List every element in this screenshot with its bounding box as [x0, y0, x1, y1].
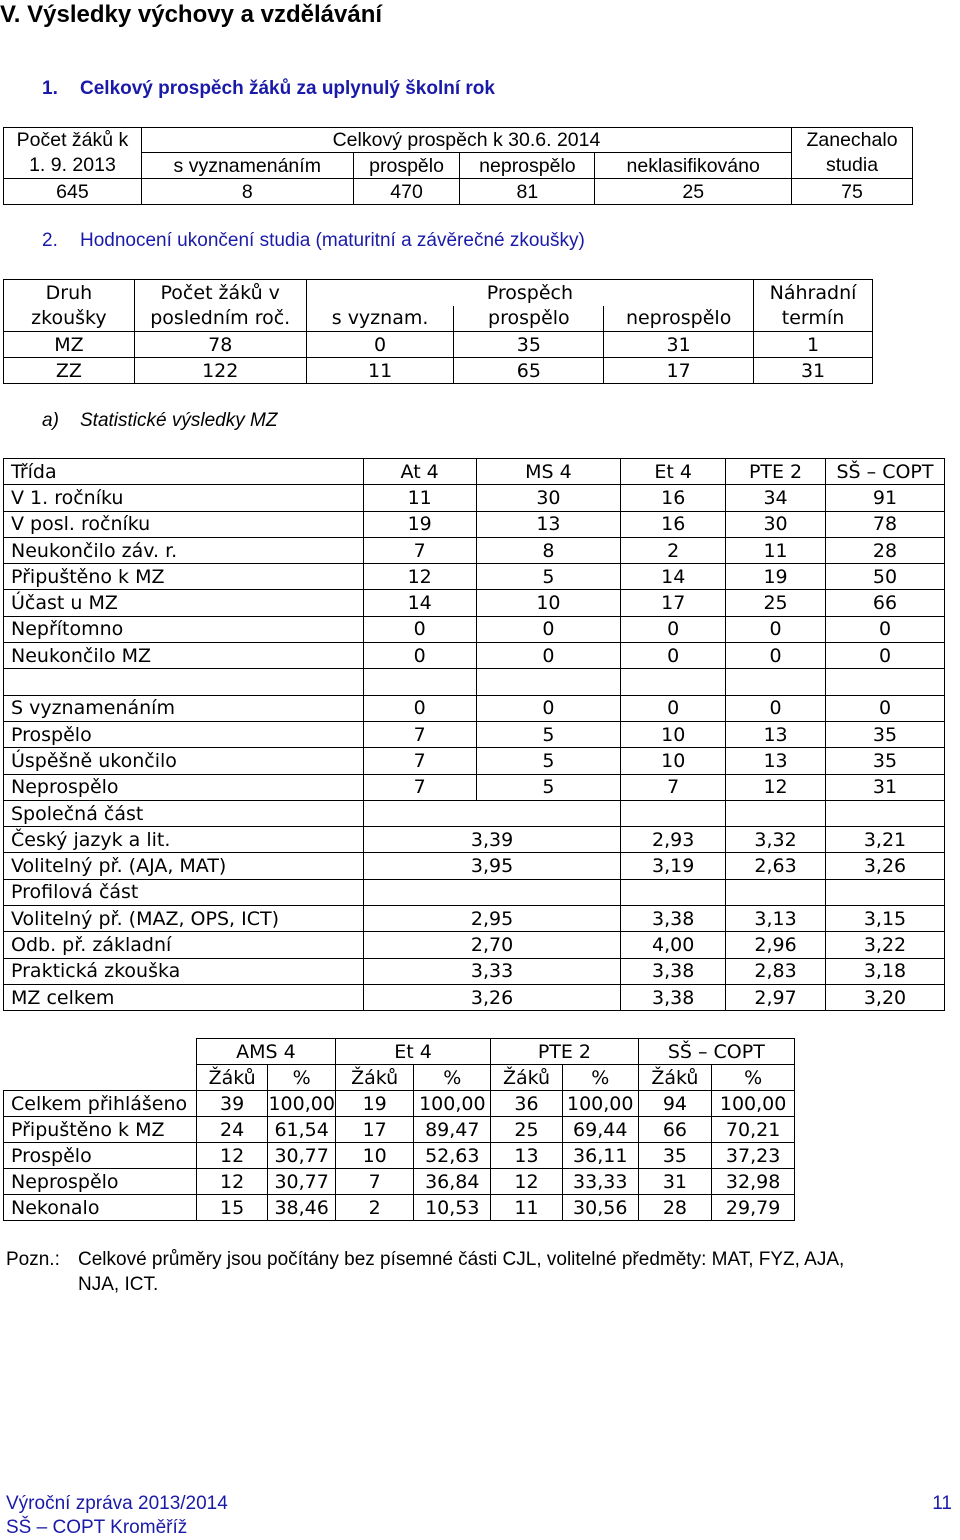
table-cell: 3,26: [363, 984, 621, 1010]
table-cell: 7: [363, 721, 476, 747]
header-col: prospělo: [454, 306, 604, 332]
table-row: [4, 958, 945, 984]
table-cell: 2,96: [726, 932, 826, 958]
table-cell: 3,38: [621, 906, 726, 932]
table-cell: 0: [306, 332, 454, 358]
table-cell: 100,00: [268, 1092, 335, 1115]
table-cell: 35: [826, 721, 945, 747]
table-cell: 69,44: [562, 1117, 638, 1143]
subheader-count: Žáků: [196, 1065, 268, 1091]
table-cell: 31: [826, 774, 945, 800]
table-cell: 0: [621, 643, 726, 669]
table-cell: 10: [335, 1143, 413, 1169]
common-part-label: Společná část: [4, 800, 364, 826]
table-cell: 0: [726, 643, 826, 669]
empty-cell: [826, 669, 945, 695]
header-cell: Et 4: [621, 459, 726, 485]
table-cell: 10,53: [414, 1195, 491, 1221]
table-cell: Celkem přihlášeno: [4, 1091, 197, 1117]
empty-cell: [826, 879, 945, 905]
table-cell: 70,21: [712, 1117, 795, 1143]
empty-cell: [726, 669, 826, 695]
table-cell: Český jazyk a lit.: [4, 827, 364, 853]
subheader-count: Žáků: [335, 1065, 413, 1091]
table-cell: 35: [826, 748, 945, 774]
table-row: [4, 643, 945, 669]
note-text-line-1: Celkové průměry jsou počítány bez písemné části CJL, volitelné předměty: MAT, FYZ, AJA,: [78, 1249, 845, 1270]
header-cell: Třída: [4, 459, 364, 485]
table-cell: 11: [491, 1195, 563, 1221]
table-cell: Neprospělo: [4, 774, 364, 800]
table-cell: 30,77: [268, 1143, 335, 1169]
empty-cell: [363, 800, 621, 826]
table-cell: 65: [454, 358, 604, 384]
table-cell: 81: [460, 179, 595, 205]
table-cell: 7: [363, 537, 476, 563]
header-col: s vyznamenáním: [141, 153, 353, 179]
table-cell: 89,47: [414, 1117, 491, 1143]
header-group: SŠ – COPT: [638, 1039, 794, 1065]
table-cell: 17: [335, 1117, 413, 1143]
table-cell: 8: [476, 537, 621, 563]
table-cell: 29,79: [712, 1195, 795, 1221]
header-col: neprospělo: [460, 153, 595, 179]
table-cell: Neukončilo záv. r.: [4, 537, 364, 563]
table-cell: Účast u MZ: [4, 590, 364, 616]
table-row: [4, 358, 873, 384]
page-heading: V. Výsledky výchovy a vzdělávání: [0, 1, 383, 28]
table-cell: 25: [491, 1117, 563, 1143]
table-cell: 30,56: [562, 1195, 638, 1221]
table-cell: 0: [363, 695, 476, 721]
table-cell: 35: [454, 332, 604, 358]
table-row: [4, 695, 945, 721]
subsection-a-title: Statistické výsledky MZ: [80, 410, 278, 431]
table-cell: 12: [491, 1169, 563, 1195]
table-cell: 16: [621, 485, 726, 511]
table-cell: 3,21: [826, 827, 945, 853]
table-cell: Volitelný př. (MAZ, OPS, ICT): [4, 906, 364, 932]
table-cell: 0: [621, 616, 726, 642]
table-cell: 25: [595, 179, 792, 205]
table-cell: 12: [363, 564, 476, 590]
table-cell: 10: [621, 748, 726, 774]
header-results: Prospěch: [306, 280, 753, 306]
table-cell: Praktická zkouška: [4, 958, 364, 984]
table-cell: 0: [826, 643, 945, 669]
table-cell: 2: [335, 1195, 413, 1221]
table-cell: 16: [621, 511, 726, 537]
table-cell: Neukončilo MZ: [4, 643, 364, 669]
table-row: [4, 984, 945, 1010]
table-cell: 3,33: [363, 958, 621, 984]
header-student-count-1: Počet žáků k: [4, 128, 142, 153]
table-cell: 66: [638, 1117, 712, 1143]
table-cell: Neprospělo: [4, 1169, 197, 1195]
header-student-count-2: posledním roč.: [134, 306, 306, 332]
table-cell: Odb. př. základní: [4, 932, 364, 958]
table-row: [4, 590, 945, 616]
table-cell: 2,97: [726, 984, 826, 1010]
table-cell: 4,00: [621, 932, 726, 958]
table-cell: 2: [621, 537, 726, 563]
table-cell: 5: [476, 721, 621, 747]
table-cell: 470: [353, 179, 460, 205]
table-cell: 13: [726, 748, 826, 774]
table-cell: Nepřítomno: [4, 616, 364, 642]
table-cell: 31: [638, 1169, 712, 1195]
table-cell: 12: [196, 1143, 268, 1169]
header-group: PTE 2: [491, 1039, 638, 1065]
empty-cell: [363, 879, 621, 905]
table-cell: 2,95: [363, 906, 621, 932]
table-cell: 100,00: [562, 1091, 638, 1117]
table-row: [4, 1143, 795, 1169]
table-cell: 0: [476, 616, 621, 642]
header-group: Et 4: [335, 1039, 490, 1065]
header-cell: SŠ – COPT: [826, 459, 945, 485]
table-row: [4, 1195, 795, 1221]
table-cell: 37,23: [712, 1143, 795, 1169]
header-retake-2: termín: [754, 306, 873, 332]
table-cell: 3,32: [726, 827, 826, 853]
table-cell: 3,20: [826, 984, 945, 1010]
table-cell: 0: [826, 616, 945, 642]
table-cell: 61,54: [268, 1117, 335, 1143]
table-cell: 50: [826, 564, 945, 590]
table-cell: 2,70: [363, 932, 621, 958]
table-cell: 33,33: [562, 1169, 638, 1195]
table-cell: 122: [134, 358, 306, 384]
table-row: [4, 748, 945, 774]
table-cell: MZ: [4, 332, 135, 358]
table-cell: 17: [604, 358, 754, 384]
empty-cell: [726, 879, 826, 905]
table-cell: 0: [476, 643, 621, 669]
table-cell: 78: [134, 332, 306, 358]
table-cell: 2,93: [621, 827, 726, 853]
table-subheader-row: [4, 1065, 795, 1091]
table-cell: ZZ: [4, 358, 135, 384]
empty-cell: [4, 1039, 197, 1065]
table-cell: 36,84: [414, 1169, 491, 1195]
table-cell: 12: [196, 1169, 268, 1195]
profile-part-label: Profilová část: [4, 879, 364, 905]
table-row: [4, 511, 945, 537]
table-cell: 0: [476, 695, 621, 721]
table-row: [4, 906, 945, 932]
table-cell: 12: [726, 774, 826, 800]
table-cell: 7: [335, 1169, 413, 1195]
table-row: [4, 616, 945, 642]
table-row: [4, 932, 945, 958]
table-row: [4, 1117, 795, 1143]
table-cell: 13: [491, 1143, 563, 1169]
table-cell: 0: [826, 695, 945, 721]
empty-cell: [621, 669, 726, 695]
table-cell: 11: [306, 358, 454, 384]
table-cell: 10: [476, 590, 621, 616]
table-cell: 5: [476, 748, 621, 774]
header-group: AMS 4: [196, 1039, 335, 1065]
section-2-title: Hodnocení ukončení studia (maturitní a závěrečné zkoušky): [80, 230, 585, 251]
header-dropped-out-1: Zanechalo: [792, 128, 913, 153]
subheader-count: Žáků: [638, 1065, 712, 1091]
table-cell: 3,38: [621, 984, 726, 1010]
table-cell: 1: [754, 332, 873, 358]
table-cell: 14: [621, 564, 726, 590]
table-cell: Úspěšně ukončilo: [4, 748, 364, 774]
header-student-count-1: Počet žáků v: [134, 280, 306, 306]
table-row: [4, 537, 945, 563]
table-cell: 30,77: [268, 1169, 335, 1195]
table-cell: 38,46: [268, 1195, 335, 1221]
table-row: [4, 721, 945, 747]
empty-cell: [726, 800, 826, 826]
table-cell: 25: [726, 590, 826, 616]
table-cell: 91: [826, 485, 945, 511]
table-cell: 75: [792, 179, 913, 205]
subheader-percent: %: [562, 1065, 638, 1091]
table-row: [4, 827, 945, 853]
table-cell: 28: [826, 537, 945, 563]
overall-results-table: [3, 127, 913, 205]
header-dropped-out-2: studia: [792, 153, 913, 179]
table-cell: 7: [363, 774, 476, 800]
table-cell: 13: [476, 511, 621, 537]
table-cell: Připuštěno k MZ: [4, 1117, 197, 1143]
section-2-number: 2.: [42, 230, 58, 251]
table-cell: 3,39: [363, 827, 621, 853]
empty-cell: [621, 879, 726, 905]
table-cell: 2,83: [726, 958, 826, 984]
subsection-a-number: a): [42, 410, 59, 431]
table-cell: 3,22: [826, 932, 945, 958]
header-col: neklasifikováno: [595, 153, 792, 179]
table-cell: 8: [141, 179, 353, 205]
table-cell: Prospělo: [4, 1143, 197, 1169]
table-cell: S vyznamenáním: [4, 695, 364, 721]
table-cell: 78: [826, 511, 945, 537]
empty-cell: [826, 800, 945, 826]
table-row: [4, 1091, 795, 1117]
table-row: [4, 332, 873, 358]
table-cell: 14: [363, 590, 476, 616]
table-cell: 24: [196, 1117, 268, 1143]
header-col: prospělo: [353, 153, 460, 179]
table-cell: 0: [726, 695, 826, 721]
note-text-line-2: NJA, ICT.: [78, 1274, 159, 1295]
mz-statistics-table: [3, 458, 945, 1011]
table-cell: 10: [621, 721, 726, 747]
table-cell: 11: [363, 485, 476, 511]
table-cell: 3,26: [826, 853, 945, 879]
table-cell: MZ celkem: [4, 984, 364, 1010]
header-exam-type-1: Druh: [4, 280, 135, 306]
table-cell: 28: [638, 1195, 712, 1221]
table-cell: 34: [726, 485, 826, 511]
table-cell: 36,11: [562, 1143, 638, 1169]
header-cell: At 4: [363, 459, 476, 485]
table-cell: 11: [726, 537, 826, 563]
table-cell: 30: [476, 485, 621, 511]
table-cell: 17: [621, 590, 726, 616]
table-cell: 66: [826, 590, 945, 616]
table-cell: 0: [363, 643, 476, 669]
table-cell: Prospělo: [4, 721, 364, 747]
header-exam-type-2: zkoušky: [4, 306, 135, 332]
table-cell: 3,13: [726, 906, 826, 932]
section-1-number: 1.: [42, 78, 58, 99]
table-row: [4, 179, 913, 205]
table-cell: 0: [621, 695, 726, 721]
subheader-percent: %: [414, 1065, 491, 1091]
header-retake-1: Náhradní: [754, 280, 873, 306]
table-cell: 3,95: [363, 853, 621, 879]
footer-report-title: Výroční zpráva 2013/2014: [6, 1493, 228, 1514]
table-cell: 5: [476, 564, 621, 590]
empty-cell: [4, 1065, 197, 1091]
header-col: s vyznam.: [306, 306, 454, 332]
empty-row: [4, 669, 945, 695]
subheader-count: Žáků: [491, 1065, 563, 1091]
header-overall-result: Celkový prospěch k 30.6. 2014: [141, 128, 791, 153]
table-cell: 19: [726, 564, 826, 590]
exam-results-table: [3, 279, 873, 384]
section-1-title: Celkový prospěch žáků za uplynulý školní rok: [80, 78, 495, 99]
table-cell: 19: [335, 1091, 413, 1117]
table-cell: 0: [726, 616, 826, 642]
header-cell: MS 4: [476, 459, 621, 485]
footer-school-name: SŠ – COPT Kroměříž: [6, 1517, 188, 1538]
header-col: neprospělo: [604, 306, 754, 332]
empty-cell: [476, 669, 621, 695]
table-cell: 3,15: [826, 906, 945, 932]
table-cell: 100,00: [712, 1091, 795, 1117]
table-cell: 7: [621, 774, 726, 800]
table-cell: 19: [363, 511, 476, 537]
section-row: [4, 800, 945, 826]
table-cell: 94: [638, 1091, 712, 1117]
table-cell: 39: [196, 1091, 268, 1117]
table-cell: 645: [4, 179, 142, 205]
subheader-percent: %: [712, 1065, 795, 1091]
table-row: [4, 564, 945, 590]
table-cell: Volitelný př. (AJA, MAT): [4, 853, 364, 879]
table-cell: 32,98: [712, 1169, 795, 1195]
table-row: [4, 853, 945, 879]
table-cell: 36: [491, 1091, 563, 1117]
table-cell: 100,00: [414, 1091, 491, 1117]
table-row: [4, 774, 945, 800]
table-cell: 31: [754, 358, 873, 384]
subheader-percent: %: [268, 1065, 335, 1091]
footer-page-number: 11: [932, 1493, 952, 1514]
table-cell: 35: [638, 1143, 712, 1169]
table-cell: 3,38: [621, 958, 726, 984]
exam-rows: [4, 332, 873, 384]
note-label: Pozn.:: [6, 1249, 60, 1270]
section-row: [4, 879, 945, 905]
table-cell: Nekonalo: [4, 1195, 197, 1221]
table-header-row: [4, 459, 945, 485]
table-header-row: [4, 1039, 795, 1065]
table-cell: 3,18: [826, 958, 945, 984]
table-cell: 2,63: [726, 853, 826, 879]
empty-cell: [621, 800, 726, 826]
header-student-count-2: 1. 9. 2013: [4, 153, 142, 179]
empty-cell: [363, 669, 476, 695]
table-cell: 5: [476, 774, 621, 800]
empty-cell: [4, 669, 364, 695]
table-cell: Připuštěno k MZ: [4, 564, 364, 590]
table-cell: 7: [363, 748, 476, 774]
table-cell: 31: [604, 332, 754, 358]
table-cell: 15: [196, 1195, 268, 1221]
table-cell: 30: [726, 511, 826, 537]
table-cell: 52,63: [414, 1143, 491, 1169]
table-cell: 3,19: [621, 853, 726, 879]
table-cell: V 1. ročníku: [4, 485, 364, 511]
table-cell: V posl. ročníku: [4, 511, 364, 537]
table-cell: 0: [363, 616, 476, 642]
header-cell: PTE 2: [726, 459, 826, 485]
mz-percent-table: [3, 1038, 795, 1221]
table-row: [4, 1169, 795, 1195]
table-row: [4, 485, 945, 511]
table-cell: 13: [726, 721, 826, 747]
